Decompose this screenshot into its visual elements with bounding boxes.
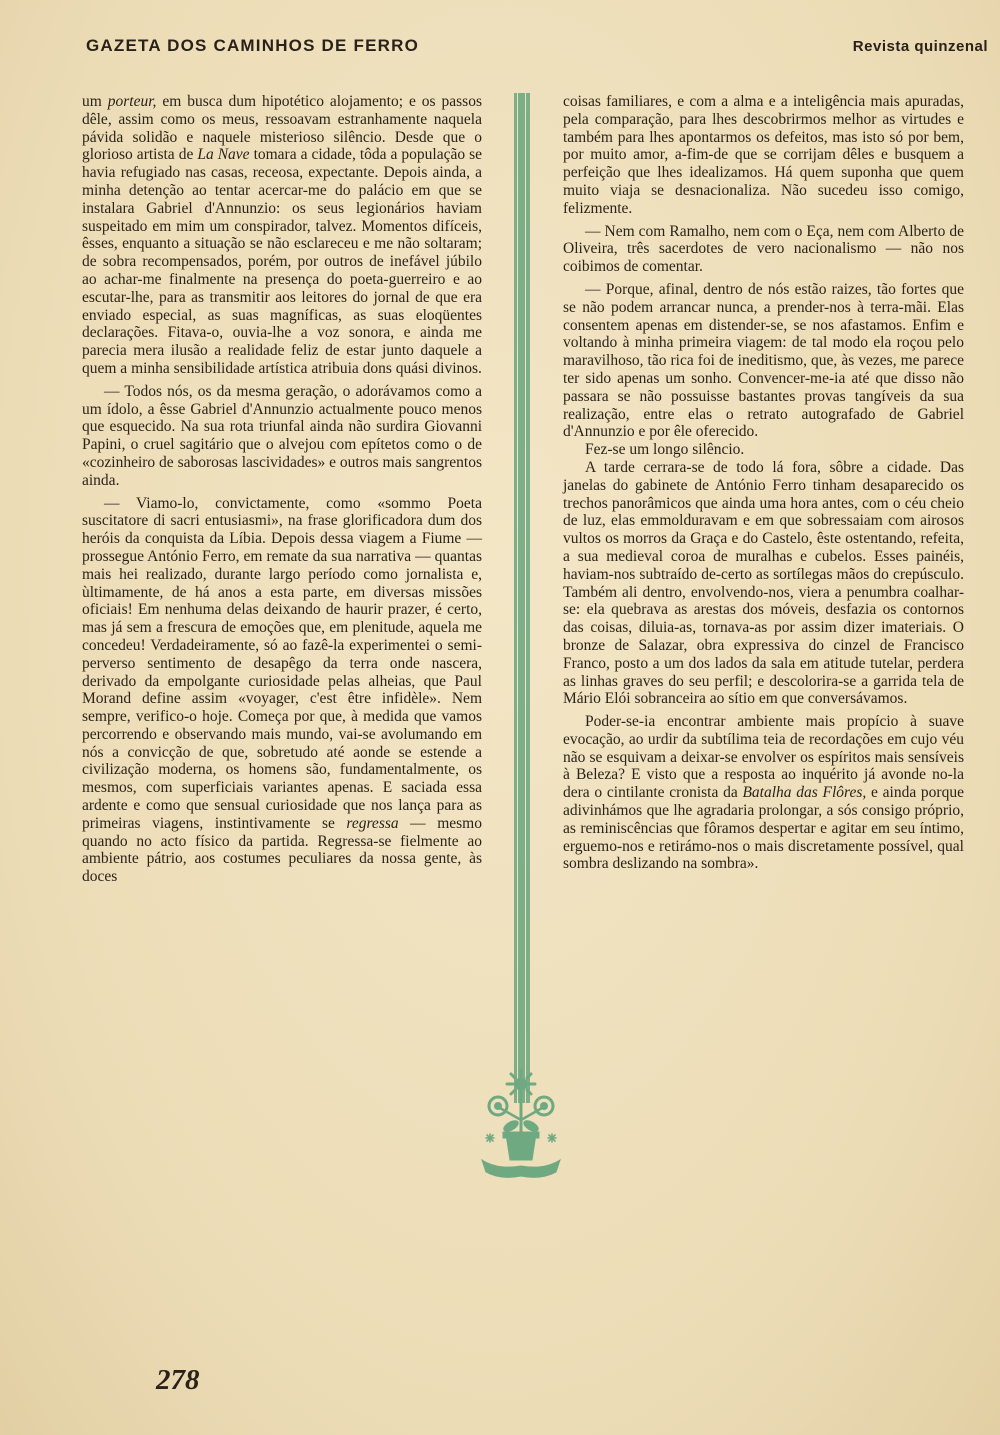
italic-run: Batalha das Flôres, — [742, 784, 867, 802]
text-run: Poder-se-ia encontrar ambiente mais propício à suave evocação, ao urdir da subtílima teia de recordações em cujo véu não se esquivam a deixar-se envolver os espíritos mais sensíveis à Beleza? E visto que a resposta ao inquérito já avonde no-la dera o cintilante cronista da — [563, 713, 964, 802]
text-run: em busca dum hipotético alojamento; e os passos dêle, assim como os meus, ressoavam estranhamente naquela pávida solidão e naquele misterioso silêncio. Desde que o glorioso artista de — [82, 93, 482, 164]
text-run: — mesmo quando no acto físico da partida. Regressa-se fielmente ao ambiente pátrio, aos costumes peculiares da nossa gente, às doces — [82, 814, 482, 886]
text-run: tomara a cidade, tôda a população se havia refugiado nas casas, receosa, expectante. Depois ainda, a minha detenção ao tentar acercar-me do palácio em que se instalara Gabriel d'Annunzio: os seus legionários haviam suspeitado em mim um conspirador, talvez. Momentos difíceis, êsses, enquanto a situação se não esclareceu e me não soltaram; de sobra recompensados, porém, por outros de inefável júbilo ao achar-me finalmente na presença do poeta-guerreiro e ao escutar-lhe, para as transmitir aos leitores do jornal de que era enviado especial, as suas magníficas, as suas eloqüentes declarações. Fitava-o, ouvia-lhe a voz sonora, e ainda me parecia mera ilusão a realidade feliz de estar junto daquele a quem a minha sensibilidade artística atribuia dons quási divinos. — [82, 146, 483, 377]
italic-run: porteur, — [107, 93, 157, 110]
left-paragraph-2: — Todos nós, os da mesma geração, o adorávamos como a um ídolo, a êsse Gabriel d'Annunzio actualmente pouco menos que esquecido. Na sua rota triunfal ainda não surdira Giovanni Papini, o cruel sagitário que o alvejou com epítetos como o de «cozinheiro de saborosas lascividades» e outros mais sangrentos ainda. — [82, 382, 482, 489]
italic-run: regressa — [346, 814, 399, 832]
text-run: um — [82, 93, 108, 110]
right-column — [563, 93, 964, 873]
left-paragraph-1 — [82, 93, 482, 378]
column-divider-rule — [514, 93, 530, 1103]
right-paragraph-2: — Nem com Ramalho, nem com o Eça, nem com Alberto de Oliveira, três sacerdotes de vero nacionalismo — não nos coibimos de comentar. — [563, 222, 964, 276]
magazine-subtitle: Revista quinzenal — [852, 38, 988, 55]
right-paragraph-5: A tarde cerrara-se de todo lá fora, sôbre a cidade. Das janelas do gabinete de António Ferro tinham desaparecido os trechos panorâmicos que ainda uma hora antes, com o céu cheio de luz, elas emmolduravam e em que sobressaiam com airosos vultos os morros da Graça e do Castelo, êste ostentando, refeita, a sua medieval coroa de muralhas e cubelos. Esses painéis, haviam-nos subtraído de-certo as sortílegas mãos do crepúsculo. Também ali dentro, envolvendo-nos, viera a penumbra coalhar-se: ela quebrava as arestas dos móveis, desfazia os contornos das coisas, diluia-as, tornava-as por assim dizer imateriais. O bronze de Salazar, obra expressiva do cinzel de Francisco Franco, posto a um dos lados da sala em atitude tutelar, perdera as linhas graves do seu perfil; e descolorira-se a garrida tela de Mário Elói sobranceira ao sítio em que conversávamos. — [563, 458, 964, 708]
left-column — [82, 93, 482, 886]
page-header — [86, 36, 988, 62]
left-paragraph-3 — [82, 495, 482, 887]
right-paragraph-6 — [563, 713, 964, 873]
right-paragraph-3: — Porque, afinal, dentro de nós estão raizes, tão fortes que se não podem arrancar nunca, a prender-nos à terra-mãi. Elas consentem apenas em distender-se, se nos afastamos. Enfim e voltando à minha primeira viagem: de tal modo ela roçou pelo maravilhoso, tão rica foi de ineditismo, que, às vezes, me parece ter sido apenas um sonho. Convencer-me-ia até que disso não passara se não possuisse bastantes provas tangíveis da sua realização, entre elas o retrato autografado de Gabriel d'Annunzio e por êle oferecido. — [563, 280, 964, 441]
right-paragraph-4: Fez-se um longo silêncio. — [585, 441, 745, 459]
flower-pot-ornament-icon — [476, 1068, 566, 1186]
italic-run: La Nave — [197, 146, 250, 164]
text-run: e ainda porque adivinhámos que lhe agradaria prolongar, a sós consigo próprio, as reminiscências que fôramos despertar e agitar em seu íntimo, erguemo-nos e retirámo-nos o mais discretamente possível, qual sombra deslizando na sombra». — [563, 784, 964, 873]
magazine-title: GAZETA DOS CAMINHOS DE FERRO — [86, 36, 419, 55]
right-paragraph-1: coisas familiares, e com a alma e a inteligência mais apuradas, pela comparação, para lhes descobrirmos melhor as virtudes e também para lhes apontarmos os defeitos, mas isto só por bem, por muito amor, a-fim-de que se corrijam dêles e busquem a perfeição que lhes idealizamos. Há quem suponha que quem muito viaja se desnacionaliza. Não sucedeu isso comigo, felizmente. — [563, 93, 964, 217]
text-run: — Viamo-lo, convictamente, como «sommo Poeta suscitatore di sacri entusiasmi», na frase glorificadora dum dos heróis da conquista da Líbia. Depois dessa viagem a Fiume — prossegue António Ferro, em remate da sua narrativa — quantas mais hei realizado, durante largo período como jornalista e, ùltimamente, de há anos a esta parte, em diversas missões oficiais! Em nenhuma delas deixando de haurir prazer, é certo, mas já sem a frescura de emoções que, em plenitude, aquela me concedeu! Verdadeiramente, só ao fazê-la experimentei o semi-perverso sentimento de desapêgo da terra onde nascera, derivado da empolgante curiosidade pelas alheias, que Paul Morand define assim «voyager, c'est être infidèle». Nem sempre, verifico-o hoje. Começa por que, à medida que vamos percorrendo e observando mais mundo, vai-se avolumando em nós a convicção de que, sobretudo até aonde se estende a civilização moderna, os homens são, fundamentalmente, os mesmos, com superficiais variantes apenas. E saciada essa ardente e como que sensual curiosidade que nos lança para as primeiras viagens, instintivamente se — [82, 494, 482, 832]
page-number: 278 — [156, 1364, 200, 1396]
